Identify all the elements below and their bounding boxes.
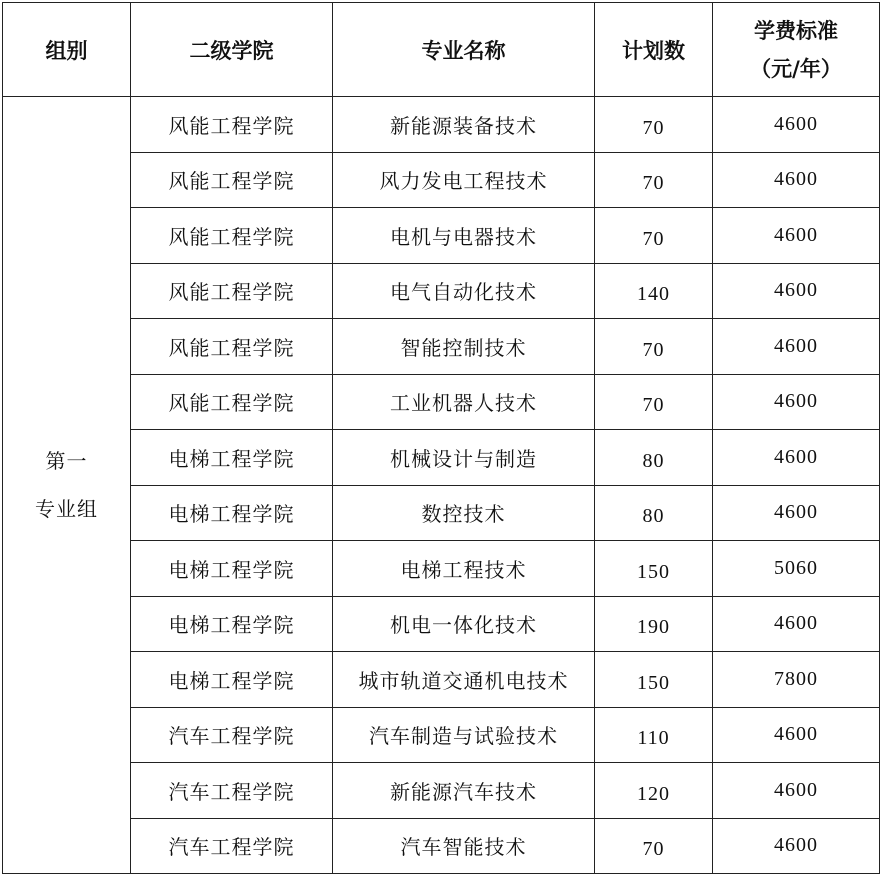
plan-cell: 190	[595, 596, 713, 652]
plan-cell: 70	[595, 374, 713, 430]
major-cell: 数控技术	[333, 485, 595, 541]
table-row	[3, 707, 880, 763]
fee-cell: 4600	[713, 374, 880, 430]
fee-cell: 5060	[713, 541, 880, 597]
plan-cell: 70	[595, 818, 713, 874]
table-row	[3, 763, 880, 819]
header-college: 二级学院	[131, 3, 333, 97]
plan-cell: 70	[595, 208, 713, 264]
header-major: 专业名称	[333, 3, 595, 97]
table-row	[3, 485, 880, 541]
table-row	[3, 652, 880, 708]
major-cell: 智能控制技术	[333, 319, 595, 375]
major-cell: 电气自动化技术	[333, 263, 595, 319]
major-cell: 汽车智能技术	[333, 818, 595, 874]
table-row	[3, 152, 880, 208]
college-cell: 风能工程学院	[131, 374, 333, 430]
header-fee	[713, 3, 880, 97]
fee-cell: 4600	[713, 763, 880, 819]
table-row	[3, 430, 880, 486]
major-cell: 新能源装备技术	[333, 97, 595, 153]
college-cell: 风能工程学院	[131, 263, 333, 319]
plan-cell: 120	[595, 763, 713, 819]
major-cell: 城市轨道交通机电技术	[333, 652, 595, 708]
college-cell: 风能工程学院	[131, 319, 333, 375]
plan-cell: 110	[595, 707, 713, 763]
fee-cell: 4600	[713, 319, 880, 375]
table-row	[3, 596, 880, 652]
college-cell: 电梯工程学院	[131, 596, 333, 652]
group-label-line2: 专业组	[35, 497, 98, 521]
fee-cell: 4600	[713, 97, 880, 153]
major-cell: 工业机器人技术	[333, 374, 595, 430]
group-label-line1: 第一	[45, 449, 88, 473]
header-fee-line1: 学费标准	[754, 17, 838, 43]
college-cell: 电梯工程学院	[131, 485, 333, 541]
header-plan: 计划数	[595, 3, 713, 97]
plan-cell: 80	[595, 430, 713, 486]
major-cell: 机械设计与制造	[333, 430, 595, 486]
major-cell: 电机与电器技术	[333, 208, 595, 264]
college-cell: 电梯工程学院	[131, 652, 333, 708]
plan-cell: 150	[595, 541, 713, 597]
plan-cell: 70	[595, 152, 713, 208]
fee-cell: 4600	[713, 485, 880, 541]
fee-cell: 4600	[713, 818, 880, 874]
college-cell: 汽车工程学院	[131, 818, 333, 874]
major-cell: 机电一体化技术	[333, 596, 595, 652]
college-cell: 风能工程学院	[131, 208, 333, 264]
plan-cell: 70	[595, 319, 713, 375]
major-cell: 新能源汽车技术	[333, 763, 595, 819]
college-cell: 汽车工程学院	[131, 707, 333, 763]
college-cell: 风能工程学院	[131, 97, 333, 153]
fee-cell: 4600	[713, 596, 880, 652]
table-row	[3, 374, 880, 430]
college-cell: 电梯工程学院	[131, 541, 333, 597]
fee-cell: 4600	[713, 707, 880, 763]
table-row	[3, 97, 880, 153]
group-cell	[3, 97, 131, 874]
enrollment-plan-table	[2, 2, 880, 874]
college-cell: 风能工程学院	[131, 152, 333, 208]
table-row	[3, 263, 880, 319]
major-cell: 汽车制造与试验技术	[333, 707, 595, 763]
header-group: 组别	[3, 3, 131, 97]
fee-cell: 4600	[713, 263, 880, 319]
fee-cell: 4600	[713, 152, 880, 208]
table-row	[3, 319, 880, 375]
table-header-row	[3, 3, 880, 97]
header-fee-line2: （元/年）	[750, 55, 842, 81]
major-cell: 风力发电工程技术	[333, 152, 595, 208]
plan-cell: 140	[595, 263, 713, 319]
plan-cell: 150	[595, 652, 713, 708]
table-row	[3, 208, 880, 264]
table-row	[3, 541, 880, 597]
table-row	[3, 818, 880, 874]
fee-cell: 4600	[713, 430, 880, 486]
major-cell: 电梯工程技术	[333, 541, 595, 597]
college-cell: 汽车工程学院	[131, 763, 333, 819]
college-cell: 电梯工程学院	[131, 430, 333, 486]
plan-cell: 80	[595, 485, 713, 541]
plan-cell: 70	[595, 97, 713, 153]
fee-cell: 4600	[713, 208, 880, 264]
fee-cell: 7800	[713, 652, 880, 708]
